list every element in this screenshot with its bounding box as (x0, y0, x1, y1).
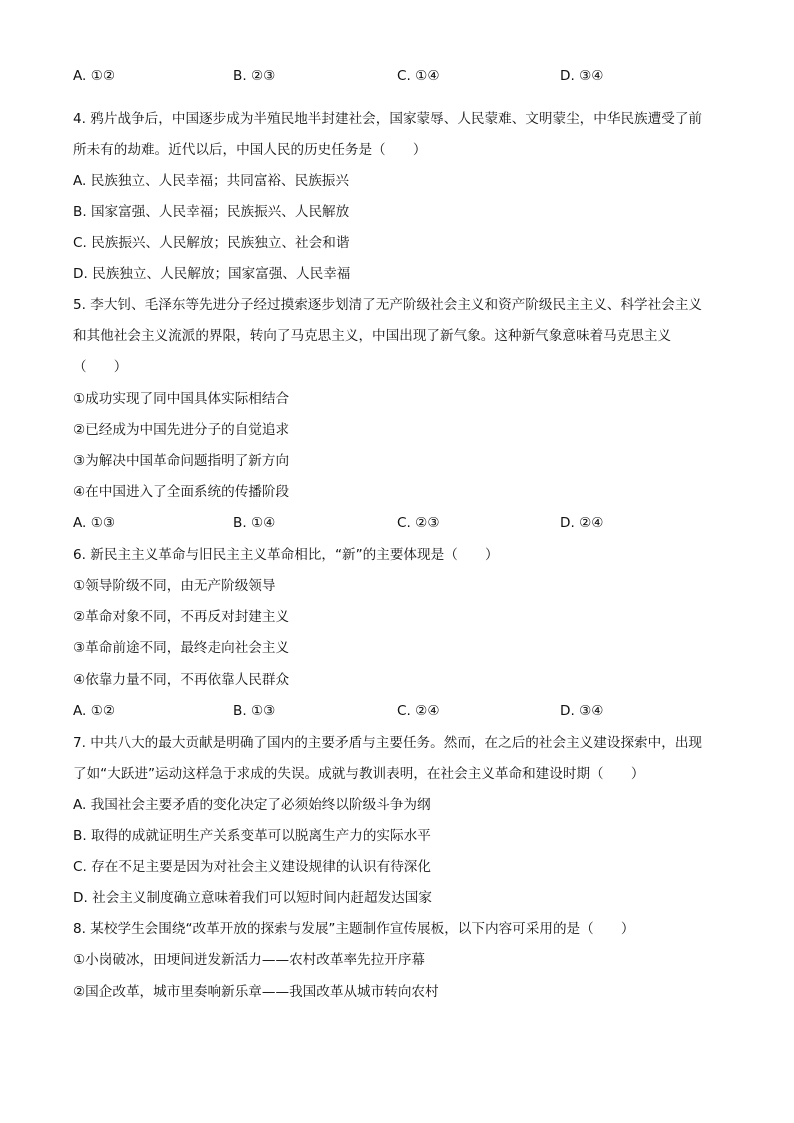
q4-stem-line-1: 4. 鸦片战争后，中国逐步成为半殖民地半封建社会，国家蒙辱、人民蒙难、文明蒙尘，中华民族遭受了前 (73, 111, 703, 127)
q5-stem-line-1: 5. 李大钊、毛泽东等先进分子经过摸索逐步划清了无产阶级社会主义和资产阶级民主主义、科学社会主义 (73, 297, 703, 313)
q5-option-d: D. ②④ (560, 515, 604, 531)
q6-option-b: B. ①③ (233, 703, 276, 719)
q5-option-a: A. ①③ (73, 515, 116, 531)
q6-statement-4: ④依靠力量不同，不再依靠人民群众 (73, 672, 290, 688)
q7-stem-line-1: 7. 中共八大的最大贡献是明确了国内的主要矛盾与主要任务。然而，在之后的社会主义建设探索中，出现 (73, 735, 703, 751)
q5-statement-3: ③为解决中国革命问题指明了新方向 (73, 453, 290, 469)
q5-statement-2: ②已经成为中国先进分子的自觉追求 (73, 422, 290, 438)
q5-stem-line-2: 和其他社会主义流派的界限，转向了马克思主义，中国出现了新气象。这种新气象意味着马克思主义 (73, 328, 672, 344)
q5-option-b: B. ①④ (233, 515, 276, 531)
q7-stem-line-2: 了如“大跃进”运动这样急于求成的失误。成就与教训表明，在社会主义革命和建设时期（ ） (73, 766, 645, 782)
q3-option-a: A. ①② (73, 68, 116, 84)
q6-statement-2: ②革命对象不同，不再反对封建主义 (73, 609, 290, 625)
q6-option-d: D. ③④ (560, 703, 604, 719)
q3-option-d: D. ③④ (560, 68, 604, 84)
q8-stem: 8. 某校学生会围绕“改革开放的探索与发展”主题制作宣传展板，以下内容可采用的是（ ） (73, 921, 635, 937)
q5-stem-line-3: （ ） (73, 359, 128, 375)
q4-stem-line-2: 所未有的劫难。近代以后，中国人民的历史任务是（ ） (73, 142, 427, 158)
q7-option-a: A. 我国社会主要矛盾的变化决定了必须始终以阶级斗争为纲 (73, 797, 431, 813)
q3-option-c: C. ①④ (397, 68, 440, 84)
q6-statement-3: ③革命前途不同，最终走向社会主义 (73, 640, 290, 656)
q6-option-a: A. ①② (73, 703, 116, 719)
q7-option-c: C. 存在不足主要是因为对社会主义建设规律的认识有待深化 (73, 859, 431, 875)
q5-option-c: C. ②③ (397, 515, 440, 531)
q4-option-b: B. 国家富强、人民幸福；民族振兴、人民解放 (73, 204, 350, 220)
q8-statement-1: ①小岗破冰，田埂间迸发新活力——农村改革率先拉开序幕 (73, 952, 426, 968)
q5-statement-4: ④在中国进入了全面系统的传播阶段 (73, 484, 290, 500)
q6-statement-1: ①领导阶级不同，由无产阶级领导 (73, 578, 276, 594)
q4-option-d: D. 民族独立、人民解放；国家富强、人民幸福 (73, 266, 351, 282)
q3-option-b: B. ②③ (233, 68, 276, 84)
q7-option-d: D. 社会主义制度确立意味着我们可以短时间内赶超发达国家 (73, 890, 432, 906)
q6-stem: 6. 新民主主义革命与旧民主主义革命相比，“新”的主要体现是（ ） (73, 547, 499, 563)
q4-option-a: A. 民族独立、人民幸福；共同富裕、民族振兴 (73, 173, 349, 189)
q7-option-b: B. 取得的成就证明生产关系变革可以脱离生产力的实际水平 (73, 828, 431, 844)
q6-option-c: C. ②④ (397, 703, 440, 719)
q8-statement-2: ②国企改革，城市里奏响新乐章——我国改革从城市转向农村 (73, 984, 439, 1000)
q4-option-c: C. 民族振兴、人民解放；民族独立、社会和谐 (73, 235, 350, 251)
q5-statement-1: ①成功实现了同中国具体实际相结合 (73, 391, 290, 407)
